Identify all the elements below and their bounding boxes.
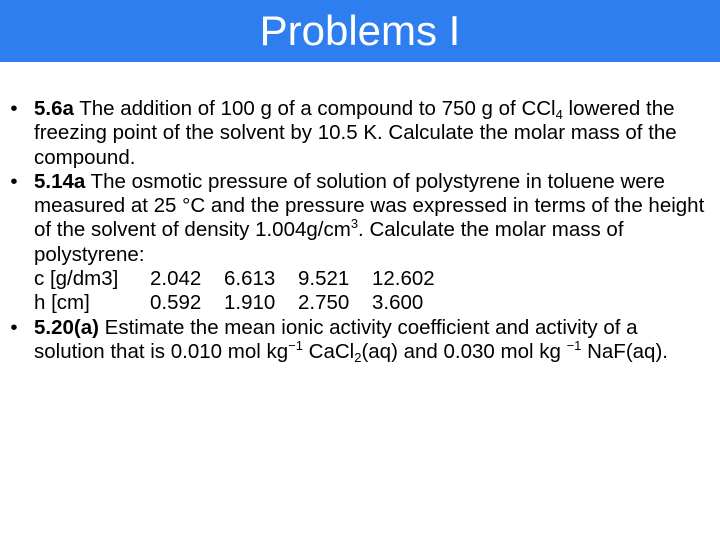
problem-text: The addition of 100 g of a compound to 750 g of CCl <box>73 97 556 120</box>
problem-text: NaF(aq). <box>581 339 668 363</box>
table-cell: 2.750 <box>298 291 350 315</box>
table-cell: 6.613 <box>224 267 276 291</box>
title-bar <box>0 0 720 62</box>
bullet-icon: • <box>10 315 18 339</box>
problem-5-14a <box>0 170 720 316</box>
data-row-concentration <box>34 267 708 291</box>
subscript: 2 <box>354 349 362 365</box>
problem-text: lowered the freezing point of the solvent by 10.5 K. Calculate the molar mass of the compound. <box>34 97 677 169</box>
subscript: 4 <box>555 107 563 122</box>
row-label: c [g/dm3] <box>34 267 119 291</box>
problem-text: Estimate the mean ionic activity coefficient and activity of a solution that is 0.010 mol kg <box>34 315 638 363</box>
row-label: h [cm] <box>34 291 90 315</box>
problem-id: 5.20(a) <box>34 315 99 339</box>
table-cell: 1.910 <box>224 291 276 315</box>
problem-text: (aq) and 0.030 mol kg <box>361 339 567 363</box>
slide-content <box>0 97 720 364</box>
table-cell: 3.600 <box>372 291 424 315</box>
problem-id: 5.14a <box>34 169 86 193</box>
problem-id: 5.6a <box>34 97 74 120</box>
superscript: −1 <box>288 337 303 353</box>
slide-title: Problems I <box>259 7 461 54</box>
problem-5-20a <box>0 316 720 365</box>
problem-text: C and the pressure was expressed in terms of the height of the solvent of density 1.004g/cm <box>34 194 705 242</box>
problem-text: CaCl <box>302 339 355 363</box>
table-cell: 0.592 <box>150 291 202 315</box>
problem-text: . Calculate the molar mass of polystyrene: <box>34 218 624 266</box>
table-cell: 9.521 <box>298 267 350 291</box>
problem-5-6a <box>0 97 720 170</box>
problem-text: The osmotic pressure of solution of polystyrene in toluene were measured at 25 <box>34 169 665 218</box>
table-cell: 12.602 <box>372 267 435 291</box>
bullet-icon: • <box>10 97 18 120</box>
data-row-height <box>34 291 708 315</box>
degree-symbol: ° <box>182 194 191 218</box>
problem-list <box>0 97 720 364</box>
bullet-icon: • <box>10 169 18 193</box>
table-cell: 2.042 <box>150 267 202 291</box>
superscript: 3 <box>350 216 359 232</box>
superscript: −1 <box>566 337 582 353</box>
